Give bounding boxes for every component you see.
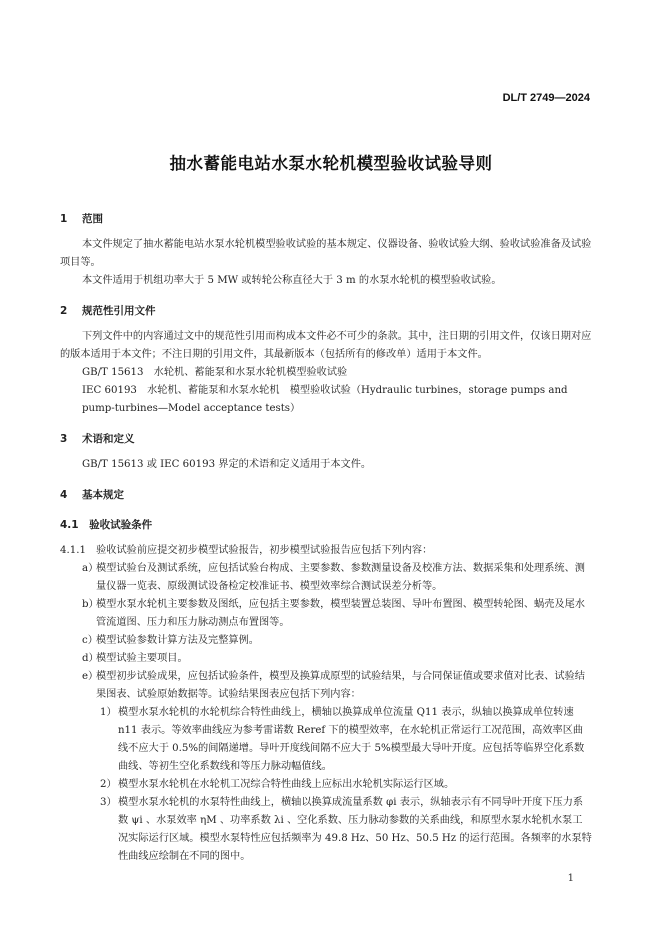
document-number: DL/T 2749—2024 <box>502 92 590 104</box>
section-title: 基本规定 <box>82 489 124 501</box>
section-number: 2 <box>60 305 68 317</box>
sub-list-item <box>60 776 592 794</box>
sub-list-item <box>60 704 592 776</box>
list-marker: a） <box>82 563 99 574</box>
section-number: 3 <box>60 433 68 445</box>
list-marker: 3） <box>100 797 117 808</box>
list-item <box>60 560 592 596</box>
list-item-text: 模型水泵水轮机的水泵特性曲线上，横轴以换算成流量系数 φi 表示，纵轴表示有不同导叶开度下压力系数 ψi 、水泵效率 ηM 、功率系数 λi 、空化系数、压力脉动参数的关系曲线，和原型水泵水轮机水泵工况实际运行区域。模型水泵特性应包括频率为 49.8 Hz、50 Hz、50.5 Hz 的运行范围。各频率的水泵特性曲线应绘制在不同的图中。 <box>118 797 592 862</box>
page-number: 1 <box>567 873 574 884</box>
list-item-text: 模型水泵水轮机的水轮机综合特性曲线上，横轴以换算成单位流量 Q11 表示，纵轴以换算成单位转速 n11 表示。等效率曲线应为参考雷诺数 Reref 下的模型效率，在水轮机正常运行工况范围，高效率区曲线不应大于 0.5%的间隔递增。导叶开度线间隔不应大于 5%模型最大导叶开度。应包括等临界空化系数曲线、等初生空化系数线和等压力脉动幅值线。 <box>118 707 585 772</box>
clause-text: 4.1.1 验收试验前应提交初步模型试验报告，初步模型试验报告应包括下列内容： <box>60 545 433 556</box>
reference-entry: GB/T 15613 水轮机、蓄能泵和水泵水轮机模型验收试验 <box>82 367 348 378</box>
paragraph: 本文件规定了抽水蓄能电站水泵水轮机模型验收试验的基本规定、仪器设备、验收试验大纲、验收试验准备及试验项目等。 <box>60 239 592 268</box>
subsection-heading: 4.1 验收试验条件 <box>60 519 153 531</box>
list-marker: 1） <box>100 707 117 718</box>
section-heading-normative-references <box>60 302 592 320</box>
list-item <box>60 632 592 650</box>
section-title: 范围 <box>82 213 103 225</box>
list-item <box>60 668 592 704</box>
section-heading-terms <box>60 430 592 448</box>
list-item <box>60 596 592 632</box>
section-number: 1 <box>60 213 68 225</box>
paragraph: 下列文件中的内容通过文中的规范性引用而构成本文件必不可少的条款。其中，注日期的引用文件，仅该日期对应的版本适用于本文件；不注日期的引用文件，其最新版本（包括所有的修改单）适用于本文件。 <box>60 331 592 360</box>
list-marker: c） <box>82 635 98 646</box>
list-item-text: 模型试验参数计算方法及完整算例。 <box>96 635 259 646</box>
section-number: 4 <box>60 489 68 501</box>
section-heading-basic-provisions <box>60 486 592 504</box>
paragraph: 本文件适用于机组功率大于 5 MW 或转轮公称直径大于 3 m 的水泵水轮机的模型验收试验。 <box>82 275 502 286</box>
list-marker: b） <box>82 599 99 610</box>
reference-entry: IEC 60193 水轮机、蓄能泵和水泵水轮机 模型验收试验（Hydraulic turbines，storage pumps and pump-turbines—Model acceptance tests） <box>82 385 568 414</box>
section-title: 规范性引用文件 <box>82 305 156 317</box>
list-marker: 2） <box>100 779 117 790</box>
list-item-text: 模型水泵水轮机主要参数及图纸，应包括主要参数，模型装置总装图、导叶布置图、模型转轮图、蜗壳及尾水管流道图、压力和压力脉动测点布置图等。 <box>96 599 585 628</box>
list-item-text: 模型水泵水轮机在水轮机工况综合特性曲线上应标出水轮机实际运行区域。 <box>118 779 455 790</box>
sub-list-item <box>60 794 592 866</box>
section-title: 术语和定义 <box>82 433 135 445</box>
document-body <box>60 210 592 866</box>
page-title: 抽水蓄能电站水泵水轮机模型验收试验导则 <box>169 154 493 173</box>
paragraph: GB/T 15613 或 IEC 60193 界定的术语和定义适用于本文件。 <box>82 459 372 470</box>
section-heading-scope <box>60 210 592 228</box>
list-item-text: 模型初步试验成果，应包括试验条件，模型及换算成原型的试验结果，与合同保证值或要求值对比表、试验结果图表、试验原始数据等。试验结果图表应包括下列内容： <box>96 671 585 700</box>
list-item <box>60 650 592 668</box>
list-item-text: 模型试验主要项目。 <box>96 653 188 664</box>
list-marker: e） <box>82 671 99 682</box>
list-marker: d） <box>82 653 99 664</box>
list-item-text: 模型试验台及测试系统，应包括试验台构成、主要参数、参数测量设备及校准方法、数据采集和处理系统、测量仪器一览表、原级测试设备检定校准证书、模型效率综合测试误差分析等。 <box>96 563 585 592</box>
